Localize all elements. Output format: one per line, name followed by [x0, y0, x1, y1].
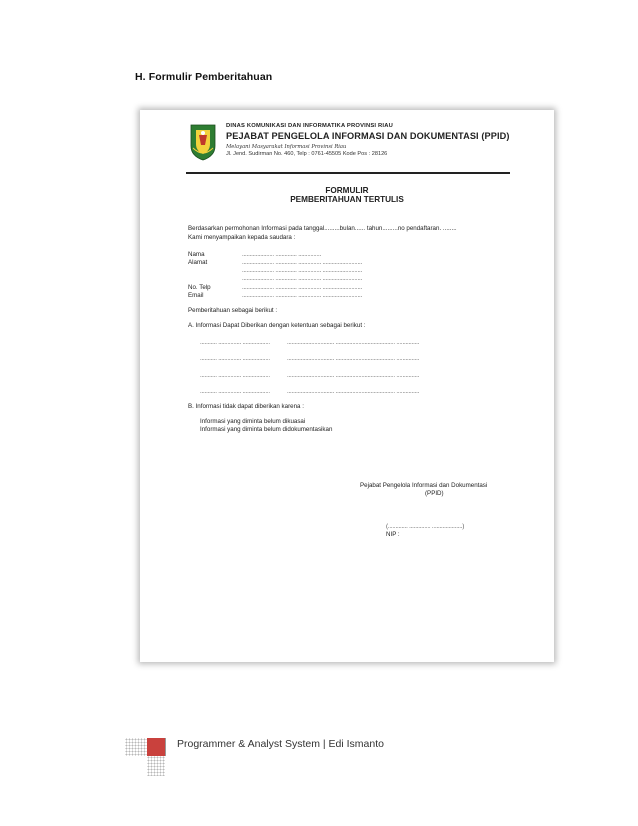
- section-heading: H. Formulir Pemberitahuan: [135, 71, 273, 83]
- section-a-row-left: ........... ............... ..................: [200, 372, 270, 379]
- footer-divider: [165, 738, 166, 756]
- form-title: [140, 186, 554, 205]
- intro-text: Berdasarkan permohonan Informasi pada tanggal.........bulan...... tahun.........no pendaftaran. ........: [188, 225, 457, 232]
- letterhead-divider: [186, 172, 510, 174]
- section-a-row-right: ............................... ....................................... ...............: [287, 372, 420, 379]
- nip-label: NIP :: [386, 531, 400, 538]
- field-label-telp: No. Telp: [188, 284, 211, 291]
- section-a-row-right: ............................... ....................................... ...............: [287, 355, 420, 362]
- field-leader-alamat-3: ..................... .............. ............... ..........................: [242, 275, 363, 282]
- signatory-title-2: (PPID): [425, 490, 444, 497]
- section-a-row-left: ........... ............... ..................: [200, 388, 270, 395]
- footer-pattern-left: [125, 738, 147, 756]
- form-title-line-1: FORMULIR: [325, 186, 369, 195]
- section-a-row-left: ........... ............... ..................: [200, 339, 270, 346]
- section-a-row-right: ............................... ....................................... ...............: [287, 339, 420, 346]
- letterhead: [226, 123, 510, 158]
- agency-name: DINAS KOMUNIKASI DAN INFORMATIKA PROVINSI RIAU: [226, 123, 394, 129]
- section-a-row-left: ........... ............... ..................: [200, 355, 270, 362]
- field-leader-alamat: ..................... .............. ............... ..........................: [242, 259, 363, 266]
- riau-emblem-logo: [188, 122, 218, 162]
- signature-name-line: (............. .............. ....................): [386, 523, 465, 530]
- field-leader-email: ..................... .............. ............... ..........................: [242, 292, 363, 299]
- form-title-line-2: PEMBERITAHUAN TERTULIS: [290, 195, 404, 205]
- section-b-heading: B. Informasi tidak dapat diberikan karena :: [188, 403, 304, 410]
- office-motto: Melayani Masyarakat Informasi Provinsi Riau: [226, 143, 347, 150]
- section-a-row-right: ............................... ....................................... ...............: [287, 388, 420, 395]
- notice-text: Pemberitahuan sebagai berikut :: [188, 307, 278, 314]
- form-page-image: [140, 110, 554, 662]
- field-leader-telp: ..................... .............. ............... ..........................: [242, 284, 363, 291]
- notification-form: [140, 110, 554, 662]
- intro-text-2: Kami menyampaikan kepada saudara :: [188, 234, 296, 241]
- section-a-heading: A. Informasi Dapat Diberikan dengan ketentuan sebagai berikut :: [188, 322, 366, 329]
- reason-item: Informasi yang diminta belum dikuasai: [200, 418, 306, 425]
- office-name: PEJABAT PENGELOLA INFORMASI DAN DOKUMENTASI (PPID): [226, 131, 510, 142]
- footer-accent-square: [147, 738, 165, 756]
- field-label-email: Email: [188, 292, 204, 299]
- field-label-nama: Nama: [188, 251, 205, 258]
- reason-item: Informasi yang diminta belum didokumentasikan: [200, 426, 333, 433]
- office-address: Jl. Jend. Sudirman No. 460, Telp : 0761-45505 Kode Pos : 28126: [226, 151, 388, 158]
- footer-text: Programmer & Analyst System | Edi Ismanto: [177, 738, 384, 750]
- field-leader-nama: ..................... .............. ...............: [242, 251, 321, 258]
- field-label-alamat: Alamat: [188, 259, 208, 266]
- footer-pattern-bottom: [147, 756, 165, 776]
- field-leader-alamat-2: ..................... .............. ............... ..........................: [242, 267, 363, 274]
- signatory-title: Pejabat Pengelola Informasi dan Dokumentasi: [360, 482, 488, 489]
